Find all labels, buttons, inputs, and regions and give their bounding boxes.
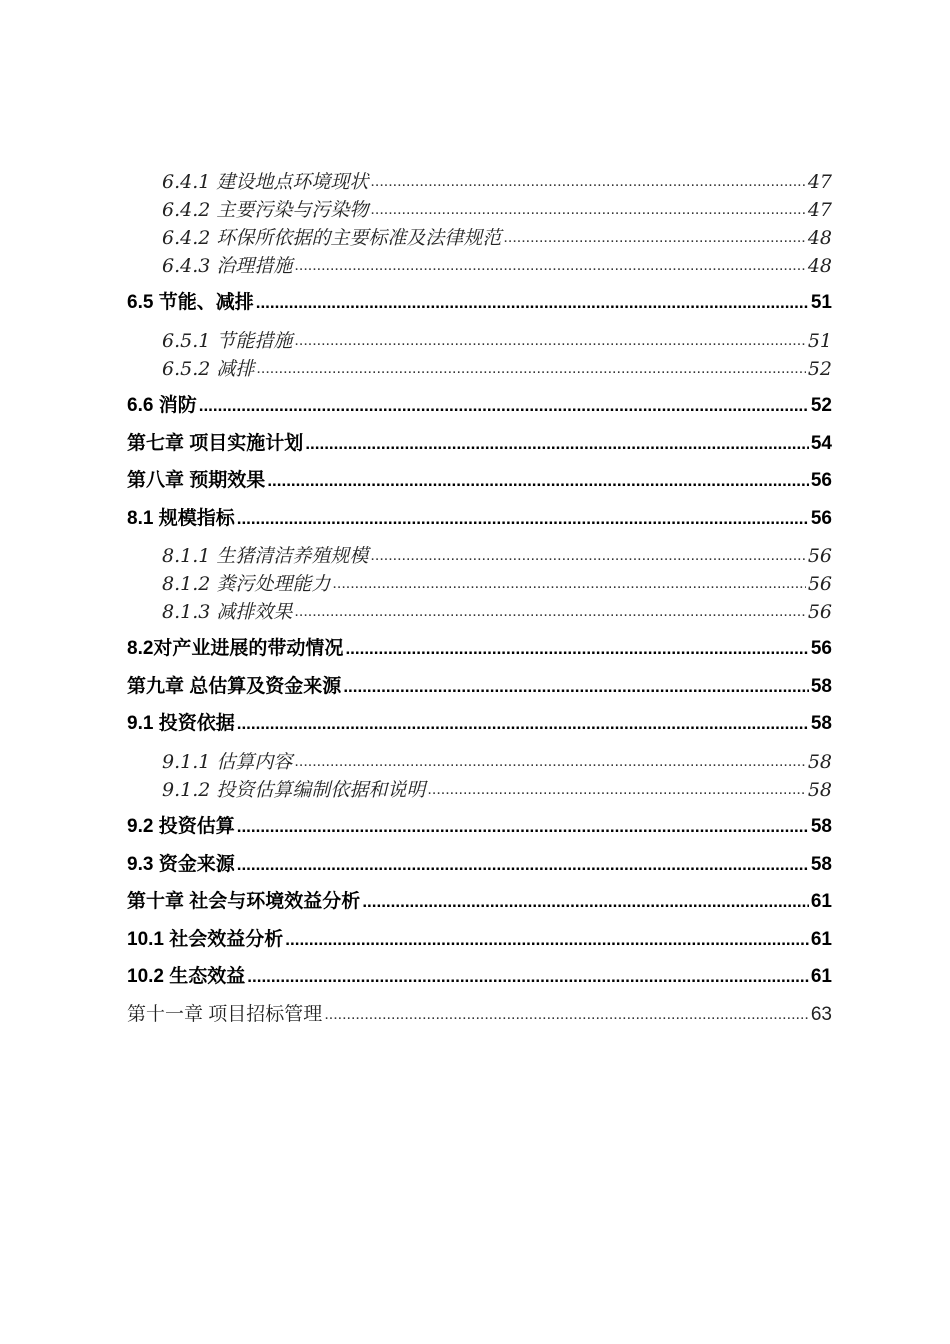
toc-entry-number: 9.2 — [127, 816, 154, 837]
toc-entry-9-1-1[interactable] — [162, 749, 832, 775]
toc-entry-number: 6.5.1 — [162, 330, 211, 352]
toc-entry-chapter-11[interactable] — [127, 1002, 832, 1028]
toc-entry-page: 47 — [807, 199, 832, 221]
toc-entry-number: 8.1.2 — [162, 573, 211, 595]
toc-entry-number: 10.1 — [127, 929, 164, 950]
toc-entry-page: 52 — [807, 358, 832, 380]
toc-entry-title: 估算内容 — [216, 751, 293, 773]
toc-entry-title: 总估算及资金来源 — [189, 676, 342, 697]
toc-entry-9-3[interactable] — [127, 852, 832, 878]
toc-entry-page: 63 — [810, 1004, 832, 1025]
toc-entry-6-6[interactable] — [127, 393, 832, 419]
toc-entry-page: 52 — [810, 395, 832, 416]
toc-entry-number: 6.4.1 — [162, 171, 211, 193]
dot-leader — [237, 506, 809, 532]
toc-entry-title: 项目招标管理 — [208, 1004, 323, 1025]
dot-leader — [267, 468, 809, 494]
toc-entry-6-5-2[interactable] — [162, 356, 832, 382]
toc-entry-number: 6.6 — [127, 395, 154, 416]
toc-entry-title: 项目实施计划 — [189, 433, 304, 454]
toc-entry-8-1[interactable] — [127, 506, 832, 532]
toc-entry-title: 减排效果 — [216, 601, 293, 623]
toc-entry-number: 9.3 — [127, 854, 154, 875]
toc-entry-number: 第十一章 — [127, 1004, 204, 1025]
toc-entry-title: 社会效益分析 — [169, 929, 284, 950]
dot-leader — [370, 197, 805, 223]
toc-entry-number: 6.5 — [127, 292, 154, 313]
toc-entry-10-2[interactable] — [127, 964, 832, 990]
toc-entry-10-1[interactable] — [127, 927, 832, 953]
toc-entry-page: 51 — [810, 292, 832, 313]
toc-entry-title: 建设地点环境现状 — [216, 171, 369, 193]
toc-entry-page: 58 — [807, 779, 832, 801]
toc-entry-number: 6.4.3 — [162, 255, 211, 277]
dot-leader — [256, 290, 809, 316]
toc-entry-title: 节能、减排 — [158, 292, 254, 313]
toc-entry-page: 51 — [807, 330, 832, 352]
toc-entry-page: 56 — [807, 601, 832, 623]
toc-entry-page: 56 — [807, 573, 832, 595]
dot-leader — [294, 328, 805, 354]
toc-entry-page: 56 — [810, 508, 832, 529]
dot-leader — [294, 253, 805, 279]
toc-entry-page: 54 — [810, 433, 832, 454]
toc-entry-title: 规模指标 — [158, 508, 235, 529]
toc-entry-title: 环保所依据的主要标准及法律规范 — [216, 227, 502, 249]
toc-entry-number: 第八章 — [127, 470, 185, 491]
toc-entry-number: 10.2 — [127, 966, 164, 987]
toc-entry-9-2[interactable] — [127, 814, 832, 840]
toc-entry-6-4-1[interactable] — [162, 169, 832, 195]
toc-entry-page: 58 — [807, 751, 832, 773]
toc-entry-number: 第九章 — [127, 676, 185, 697]
toc-entry-number: 8.1.3 — [162, 601, 211, 623]
dot-leader — [503, 225, 805, 251]
toc-entry-6-5[interactable] — [127, 290, 832, 316]
toc-entry-number: 6.4.2 — [162, 227, 211, 249]
toc-entry-title: 主要污染与污染物 — [216, 199, 369, 221]
toc-entry-title: 生态效益 — [169, 966, 246, 987]
toc-entry-title: 投资估算 — [158, 816, 235, 837]
toc-entry-page: 56 — [807, 545, 832, 567]
toc-entry-6-5-1[interactable] — [162, 328, 832, 354]
toc-entry-title: 投资估算编制依据和说明 — [216, 779, 426, 801]
dot-leader — [199, 393, 809, 419]
toc-entry-title: 社会与环境效益分析 — [189, 891, 361, 912]
toc-entry-number: 9.1 — [127, 713, 154, 734]
toc-entry-8-1-2[interactable] — [162, 571, 832, 597]
toc-entry-chapter-7[interactable] — [127, 431, 832, 457]
toc-entry-chapter-8[interactable] — [127, 468, 832, 494]
toc-entry-number: 6.4.2 — [162, 199, 211, 221]
toc-entry-number: 8.1.1 — [162, 545, 211, 567]
toc-entry-8-1-1[interactable] — [162, 543, 832, 569]
toc-entry-page: 61 — [810, 891, 832, 912]
dot-leader — [324, 1002, 809, 1028]
toc-entry-title: 减排 — [216, 358, 255, 380]
toc-entry-number: 第七章 — [127, 433, 185, 454]
dot-leader — [305, 431, 809, 457]
toc-entry-title: 对产业进展的带动情况 — [153, 638, 344, 659]
toc-entry-title: 粪污处理能力 — [216, 573, 331, 595]
dot-leader — [247, 964, 809, 990]
toc-entry-6-4-2-standards[interactable] — [162, 225, 832, 251]
toc-entry-title: 生猪清洁养殖规模 — [216, 545, 369, 567]
toc-entry-title: 投资依据 — [158, 713, 235, 734]
dot-leader — [237, 814, 809, 840]
toc-entry-9-1[interactable] — [127, 711, 832, 737]
toc-entry-title: 节能措施 — [216, 330, 293, 352]
toc-entry-page: 48 — [807, 255, 832, 277]
toc-entry-chapter-9[interactable] — [127, 674, 832, 700]
toc-entry-6-4-3[interactable] — [162, 253, 832, 279]
toc-entry-page: 61 — [810, 966, 832, 987]
toc-entry-6-4-2-pollution[interactable] — [162, 197, 832, 223]
toc-entry-page: 48 — [807, 227, 832, 249]
toc-entry-chapter-10[interactable] — [127, 889, 832, 915]
toc-entry-9-1-2[interactable] — [162, 777, 832, 803]
dot-leader — [343, 674, 809, 700]
dot-leader — [294, 599, 805, 625]
toc-entry-title: 消防 — [158, 395, 197, 416]
toc-entry-page: 58 — [810, 816, 832, 837]
toc-entry-page: 58 — [810, 676, 832, 697]
dot-leader — [362, 889, 809, 915]
dot-leader — [332, 571, 805, 597]
toc-entry-number: 9.1.2 — [162, 779, 211, 801]
toc-entry-title: 资金来源 — [158, 854, 235, 875]
dot-leader — [294, 749, 805, 775]
toc-entry-page: 58 — [810, 713, 832, 734]
toc-entry-title: 治理措施 — [216, 255, 293, 277]
toc-entry-page: 47 — [807, 171, 832, 193]
toc-entry-number: 8.2 — [127, 638, 154, 659]
dot-leader — [256, 356, 805, 382]
toc-entry-page: 61 — [810, 929, 832, 950]
toc-entry-8-1-3[interactable] — [162, 599, 832, 625]
dot-leader — [370, 169, 805, 195]
dot-leader — [370, 543, 805, 569]
dot-leader — [285, 927, 809, 953]
toc-entry-title: 预期效果 — [189, 470, 266, 491]
toc-entry-page: 56 — [810, 470, 832, 491]
toc-entry-number: 8.1 — [127, 508, 154, 529]
toc-entry-page: 56 — [810, 638, 832, 659]
dot-leader — [345, 636, 808, 662]
dot-leader — [427, 777, 805, 803]
toc-entry-8-2[interactable] — [127, 636, 832, 662]
toc-entry-number: 6.5.2 — [162, 358, 211, 380]
dot-leader — [237, 711, 809, 737]
toc-entry-page: 58 — [810, 854, 832, 875]
toc-entry-number: 9.1.1 — [162, 751, 211, 773]
toc-entry-number: 第十章 — [127, 891, 185, 912]
dot-leader — [237, 852, 809, 878]
